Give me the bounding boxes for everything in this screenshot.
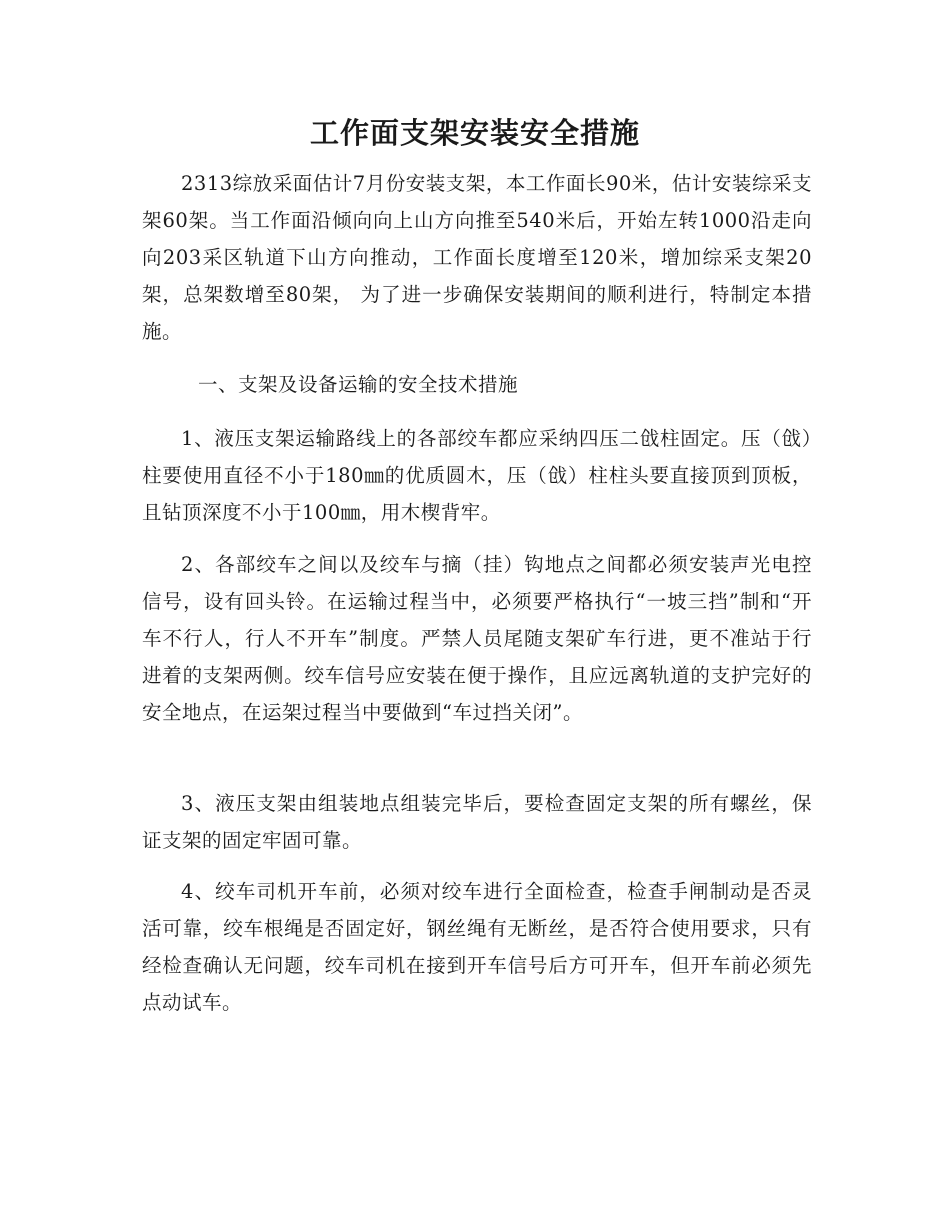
measure-item-2: 2、各部绞车之间以及绞车与摘（挂）钩地点之间都必须安装声光电控信号，设有回头铃。在运输过程当中，必须要严格执行“一坡三挡”制和“开车不行人，行人不开车”制度。严禁人员尾随支架矿车行进，更不准站于行进着的支架两侧。绞车信号应安装在便于操作，且应远离轨道的支护完好的安全地点，在运架过程当中要做到“车过挡关闭”。 xyxy=(142,553,812,724)
document-title: 工作面支架安装安全措施 xyxy=(309,116,640,150)
measure-item-1: 1、液压支架运输路线上的各部绞车都应采纳四压二戗柱固定。压（戗）柱要使用直径不小于180㎜的优质圆木，压（戗）柱柱头要直接顶到顶板，且钻顶深度不小于100㎜，用木楔背牢。 xyxy=(142,427,812,524)
measure-item-3: 3、液压支架由组装地点组装完毕后，要检查固定支架的所有螺丝，保证支架的固定牢固可靠。 xyxy=(142,792,812,852)
measure-item-4: 4、绞车司机开车前，必须对绞车进行全面检查，检查手闸制动是否灵活可靠，绞车根绳是否固定好，钢丝绳有无断丝，是否符合使用要求，只有经检查确认无问题，绞车司机在接到开车信号后方可开车，但开车前必须先点动试车。 xyxy=(142,880,812,1014)
section-heading: 一、支架及设备运输的安全技术措施 xyxy=(198,373,519,396)
intro-paragraph: 2313综放采面估计7月份安装支架，本工作面长90米，估计安装综采支架60架。当工作面沿倾向向上山方向推至540米后，开始左转1000沿走向向203采区轨道下山方向推动，工作面长度增至120米，增加综采支架20架，总架数增至80架， 为了进一步确保安装期间的顺利进行，特制定本措施。 xyxy=(142,172,812,343)
